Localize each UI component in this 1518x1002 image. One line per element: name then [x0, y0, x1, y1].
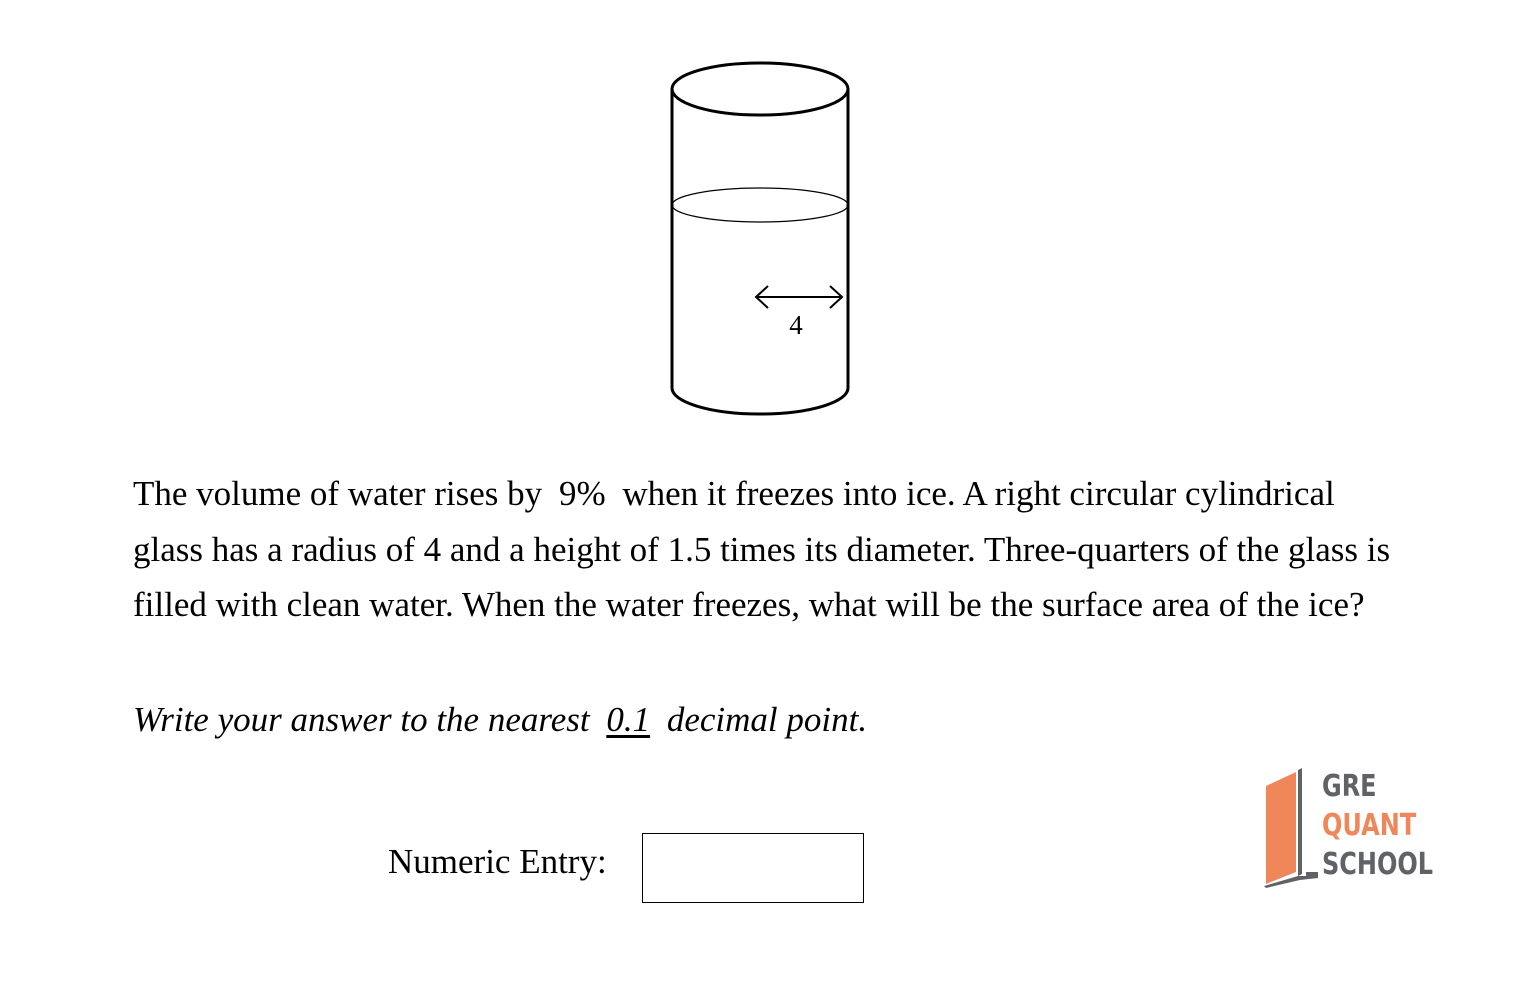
book-icon [1262, 768, 1322, 888]
logo-text-quant: QUANT [1322, 808, 1417, 843]
cylinder-figure [660, 55, 860, 425]
logo-text-gre: GRE [1322, 769, 1377, 804]
numeric-entry-label: Numeric Entry: [388, 842, 607, 881]
logo-text-school: SCHOOL [1322, 847, 1434, 882]
radius-label: 4 [789, 310, 803, 340]
cylinder-top-rim [672, 63, 848, 115]
instruction-part2: decimal point. [666, 700, 868, 739]
question-part1: The volume of water rises by [133, 474, 543, 513]
cylinder-bottom-arc [672, 388, 848, 414]
precision-value: 0.1 [606, 700, 651, 739]
answer-instruction [133, 700, 867, 740]
question-part2: when it freezes into ice. A right circular cylindrical glass has a radius of 4 and a height of 1.5 times its diameter. Three-quarters of the glass is filled with clean water. When the water freezes, what will be the surface area of the ice? [133, 474, 1391, 624]
numeric-entry-input[interactable] [642, 833, 864, 903]
radius-arrow [756, 286, 842, 308]
water-level-ellipse [672, 188, 848, 222]
gre-quant-school-logo [1262, 768, 1432, 888]
percent-value: 9% [558, 474, 606, 513]
question-text [133, 466, 1393, 633]
instruction-part1: Write your answer to the nearest [133, 700, 590, 739]
